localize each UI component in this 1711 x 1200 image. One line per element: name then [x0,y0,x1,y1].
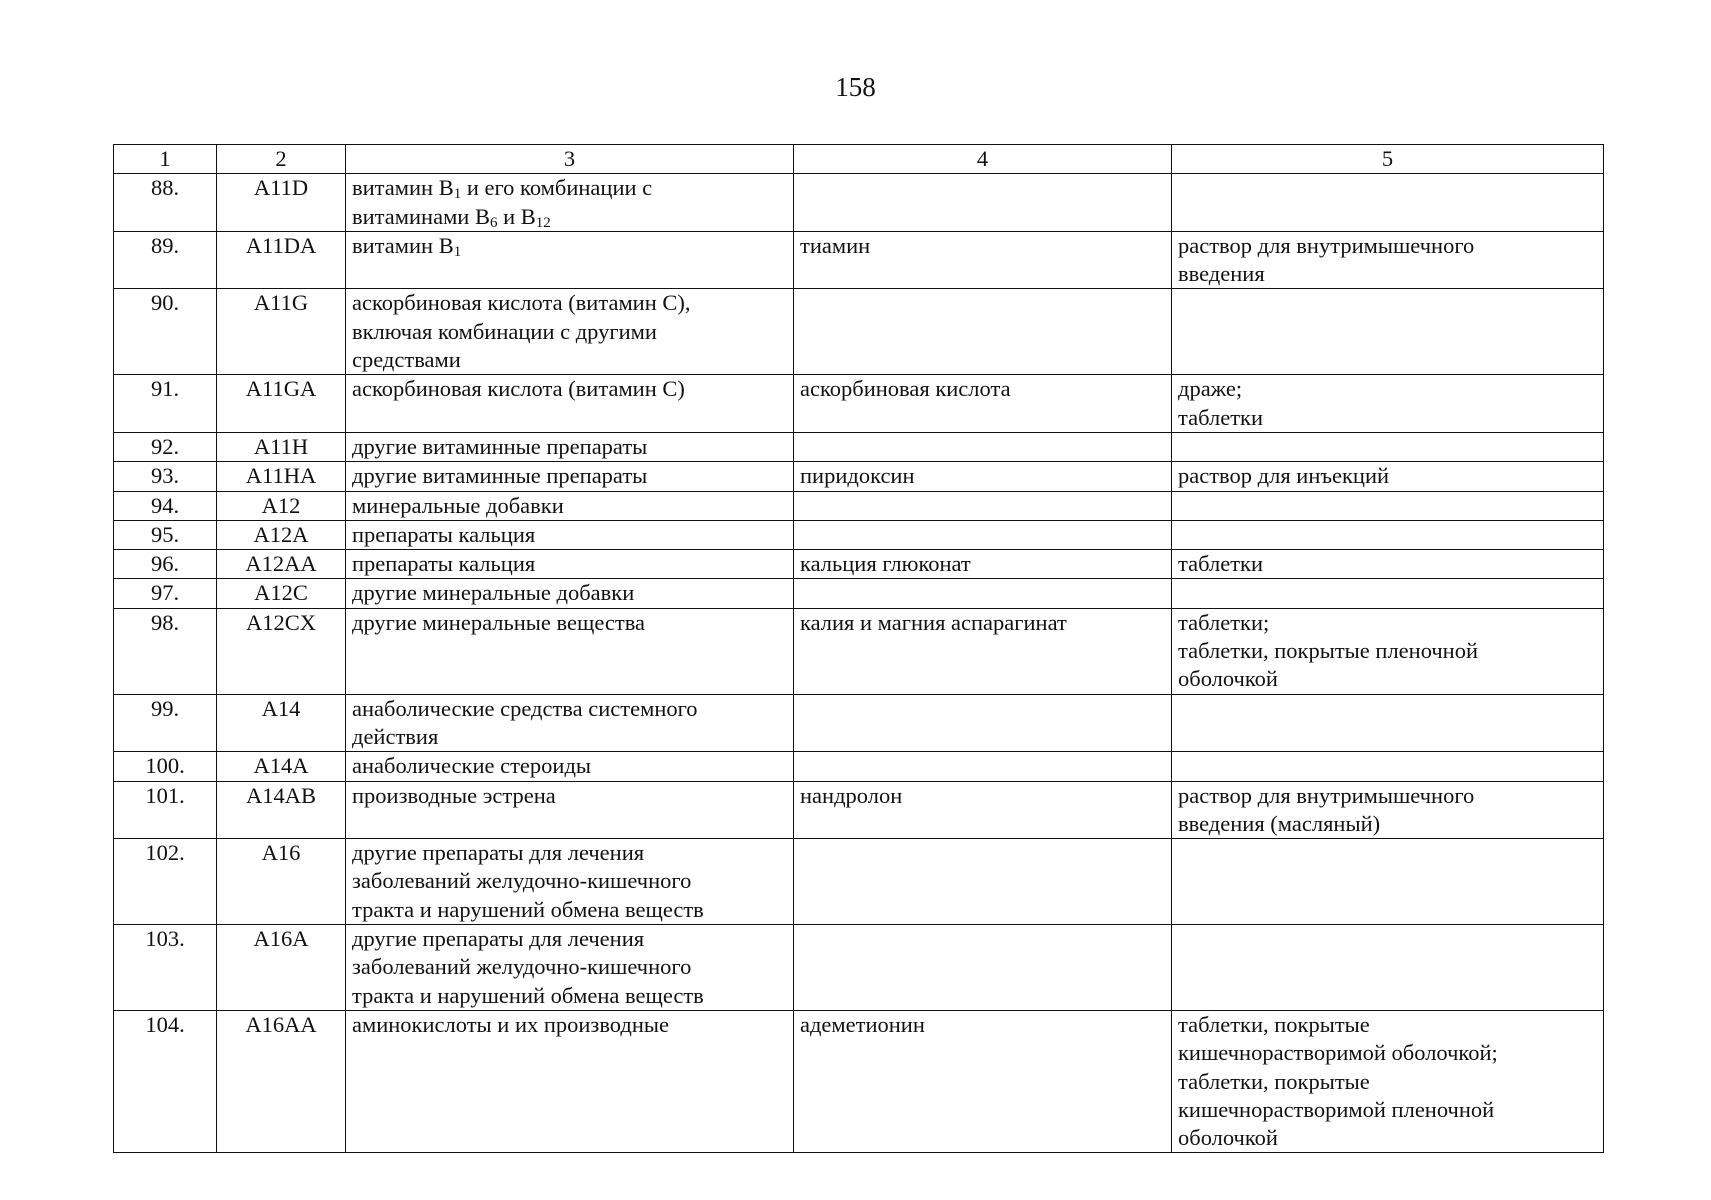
table-row [114,839,1604,925]
substance [794,375,1172,433]
group-text: препараты кальция [352,521,536,547]
atc-code: A12C [217,579,346,608]
anatomical-therapeutic-group [346,550,794,579]
dosage-form [1172,1010,1604,1152]
drug-table [113,144,1604,1153]
group-text: витамин B [352,175,454,201]
table-row [114,231,1604,289]
page-number: 158 [835,72,876,102]
row-number: 93. [114,462,217,491]
table-row [114,608,1604,694]
group-line [352,203,787,231]
group-line [352,723,787,751]
header-col-2: 2 [217,145,346,174]
atc-code: A14 [217,694,346,752]
group-text: тракта и нарушений обмена веществ [352,896,704,922]
group-line [352,695,787,723]
group-line [352,174,787,202]
row-number: 100. [114,752,217,781]
anatomical-therapeutic-group [346,432,794,461]
substance-line: аскорбиновая кислота [800,376,1011,402]
atc-code: A16 [217,839,346,925]
dosage-form [1172,520,1604,549]
substance [794,1010,1172,1152]
dosage-form-line: таблетки; [1178,609,1270,635]
table-row [114,752,1604,781]
atc-code: A11G [217,289,346,375]
table-row [114,491,1604,520]
table-row [114,462,1604,491]
group-text: аскорбиновая кислота (витамин C), [352,290,691,316]
group-line [352,896,787,924]
group-line [352,433,787,461]
group-text: средствами [352,347,461,373]
anatomical-therapeutic-group [346,1010,794,1152]
anatomical-therapeutic-group [346,289,794,375]
substance [794,694,1172,752]
anatomical-therapeutic-group [346,462,794,491]
group-text: заболеваний желудочно-кишечного [352,954,692,980]
substance [794,781,1172,839]
header-col-5: 5 [1172,145,1604,174]
table-row [114,289,1604,375]
row-number: 97. [114,579,217,608]
substance-line: кальция глюконат [800,551,971,577]
group-text: включая комбинации с другими [352,318,657,344]
dosage-form [1172,432,1604,461]
group-text: производные эстрена [352,782,556,808]
dosage-form [1172,462,1604,491]
group-line [352,839,787,867]
dosage-form [1172,375,1604,433]
dosage-form [1172,781,1604,839]
vitamin-subscript: 1 [453,186,462,203]
group-line [352,318,787,346]
dosage-form [1172,608,1604,694]
dosage-form-line: раствор для внутримышечного [1178,232,1475,258]
atc-code: A12AA [217,550,346,579]
header-col-4: 4 [794,145,1172,174]
group-line [352,375,787,403]
group-line [352,346,787,374]
substance-line: нандролон [800,782,903,808]
substance [794,550,1172,579]
row-number: 89. [114,231,217,289]
group-line [352,867,787,895]
substance [794,839,1172,925]
group-text: тракта и нарушений обмена веществ [352,982,704,1008]
group-line [352,232,787,260]
substance [794,925,1172,1011]
row-number: 94. [114,491,217,520]
atc-code: A11HA [217,462,346,491]
header-row [114,145,1604,174]
dosage-form [1172,491,1604,520]
table-row [114,781,1604,839]
table-row [114,520,1604,549]
group-line [352,289,787,317]
anatomical-therapeutic-group [346,925,794,1011]
row-number: 99. [114,694,217,752]
substance [794,752,1172,781]
atc-code: A11GA [217,375,346,433]
header-col-1: 1 [114,145,217,174]
dosage-form-line: введения [1178,261,1265,287]
dosage-form-line: таблетки, покрытые [1178,1011,1370,1037]
group-text: заболеваний желудочно-кишечного [352,868,692,894]
dosage-form [1172,579,1604,608]
anatomical-therapeutic-group [346,231,794,289]
row-number: 90. [114,289,217,375]
dosage-form-line: оболочкой [1178,1125,1278,1151]
group-text: аминокислоты и их производные [352,1011,669,1037]
substance [794,289,1172,375]
anatomical-therapeutic-group [346,174,794,232]
group-line [352,953,787,981]
atc-code: A14A [217,752,346,781]
group-text-after: и B [497,203,536,229]
dosage-form [1172,752,1604,781]
vitamin-subscript: 6 [489,214,498,231]
substance-line: адеметионин [800,1011,925,1037]
group-text: минеральные добавки [352,492,564,518]
group-line [352,462,787,490]
dosage-form-line: раствор для внутримышечного [1178,782,1475,808]
dosage-form-line: кишечнорастворимой оболочкой; [1178,1040,1498,1066]
group-line [352,925,787,953]
anatomical-therapeutic-group [346,694,794,752]
substance [794,520,1172,549]
table-row [114,174,1604,232]
substance [794,174,1172,232]
group-text: аскорбиновая кислота (витамин C) [352,376,685,402]
substance [794,432,1172,461]
dosage-form-line: таблетки, покрытые [1178,1068,1370,1094]
header-col-3: 3 [346,145,794,174]
group-text: другие препараты для лечения [352,926,645,952]
dosage-form-line: раствор для инъекций [1178,463,1390,489]
table-row [114,694,1604,752]
dosage-form-line: драже; [1178,376,1243,402]
row-number: 103. [114,925,217,1011]
vitamin-subscript: 12 [535,214,551,231]
row-number: 98. [114,608,217,694]
group-text: препараты кальция [352,551,536,577]
table-body [114,174,1604,1153]
anatomical-therapeutic-group [346,375,794,433]
atc-code: A14AB [217,781,346,839]
substance [794,462,1172,491]
dosage-form-line: таблетки [1178,404,1264,430]
group-line [352,550,787,578]
dosage-form [1172,694,1604,752]
substance [794,491,1172,520]
group-line [352,982,787,1010]
group-text: другие минеральные добавки [352,580,635,606]
dosage-form-line: таблетки [1178,551,1264,577]
substance-line: тиамин [800,232,871,258]
group-text: другие витаминные препараты [352,433,648,459]
dosage-form [1172,174,1604,232]
dosage-form-line: оболочкой [1178,666,1278,692]
row-number: 101. [114,781,217,839]
anatomical-therapeutic-group [346,752,794,781]
atc-code: A16AA [217,1010,346,1152]
group-line [352,579,787,607]
table-row [114,579,1604,608]
row-number: 104. [114,1010,217,1152]
group-line [352,752,787,780]
dosage-form [1172,550,1604,579]
substance-line: пиридоксин [800,463,915,489]
atc-code: A11H [217,432,346,461]
dosage-form [1172,839,1604,925]
table-row [114,432,1604,461]
group-line [352,782,787,810]
dosage-form-line: кишечнорастворимой пленочной [1178,1096,1495,1122]
row-number: 91. [114,375,217,433]
group-text: анаболические средства системного [352,695,698,721]
group-line [352,521,787,549]
group-text: другие витаминные препараты [352,463,648,489]
substance-line: калия и магния аспарагинат [800,609,1067,635]
group-line [352,609,787,637]
substance [794,579,1172,608]
group-text: анаболические стероиды [352,753,592,779]
atc-code: A11D [217,174,346,232]
anatomical-therapeutic-group [346,781,794,839]
group-text-after: и его комбинации с [461,175,653,201]
row-number: 92. [114,432,217,461]
dosage-form-line: введения (масляный) [1178,810,1381,836]
table-row [114,550,1604,579]
vitamin-subscript: 1 [453,243,462,260]
anatomical-therapeutic-group [346,520,794,549]
atc-code: A12A [217,520,346,549]
substance [794,231,1172,289]
table-row [114,925,1604,1011]
anatomical-therapeutic-group [346,839,794,925]
table-row [114,1010,1604,1152]
row-number: 88. [114,174,217,232]
substance [794,608,1172,694]
table-row [114,375,1604,433]
atc-code: A11DA [217,231,346,289]
anatomical-therapeutic-group [346,608,794,694]
group-text: другие минеральные вещества [352,609,646,635]
group-text: витамин B [352,232,454,258]
dosage-form [1172,289,1604,375]
row-number: 102. [114,839,217,925]
atc-code: A16A [217,925,346,1011]
atc-code: A12 [217,491,346,520]
group-text: другие препараты для лечения [352,840,645,866]
row-number: 96. [114,550,217,579]
anatomical-therapeutic-group [346,579,794,608]
dosage-form [1172,925,1604,1011]
dosage-form-line: таблетки, покрытые пленочной [1178,638,1479,664]
group-text: действия [352,723,439,749]
atc-code: A12CX [217,608,346,694]
anatomical-therapeutic-group [346,491,794,520]
group-line [352,492,787,520]
group-text: витаминами B [352,203,490,229]
row-number: 95. [114,520,217,549]
group-line [352,1011,787,1039]
dosage-form [1172,231,1604,289]
